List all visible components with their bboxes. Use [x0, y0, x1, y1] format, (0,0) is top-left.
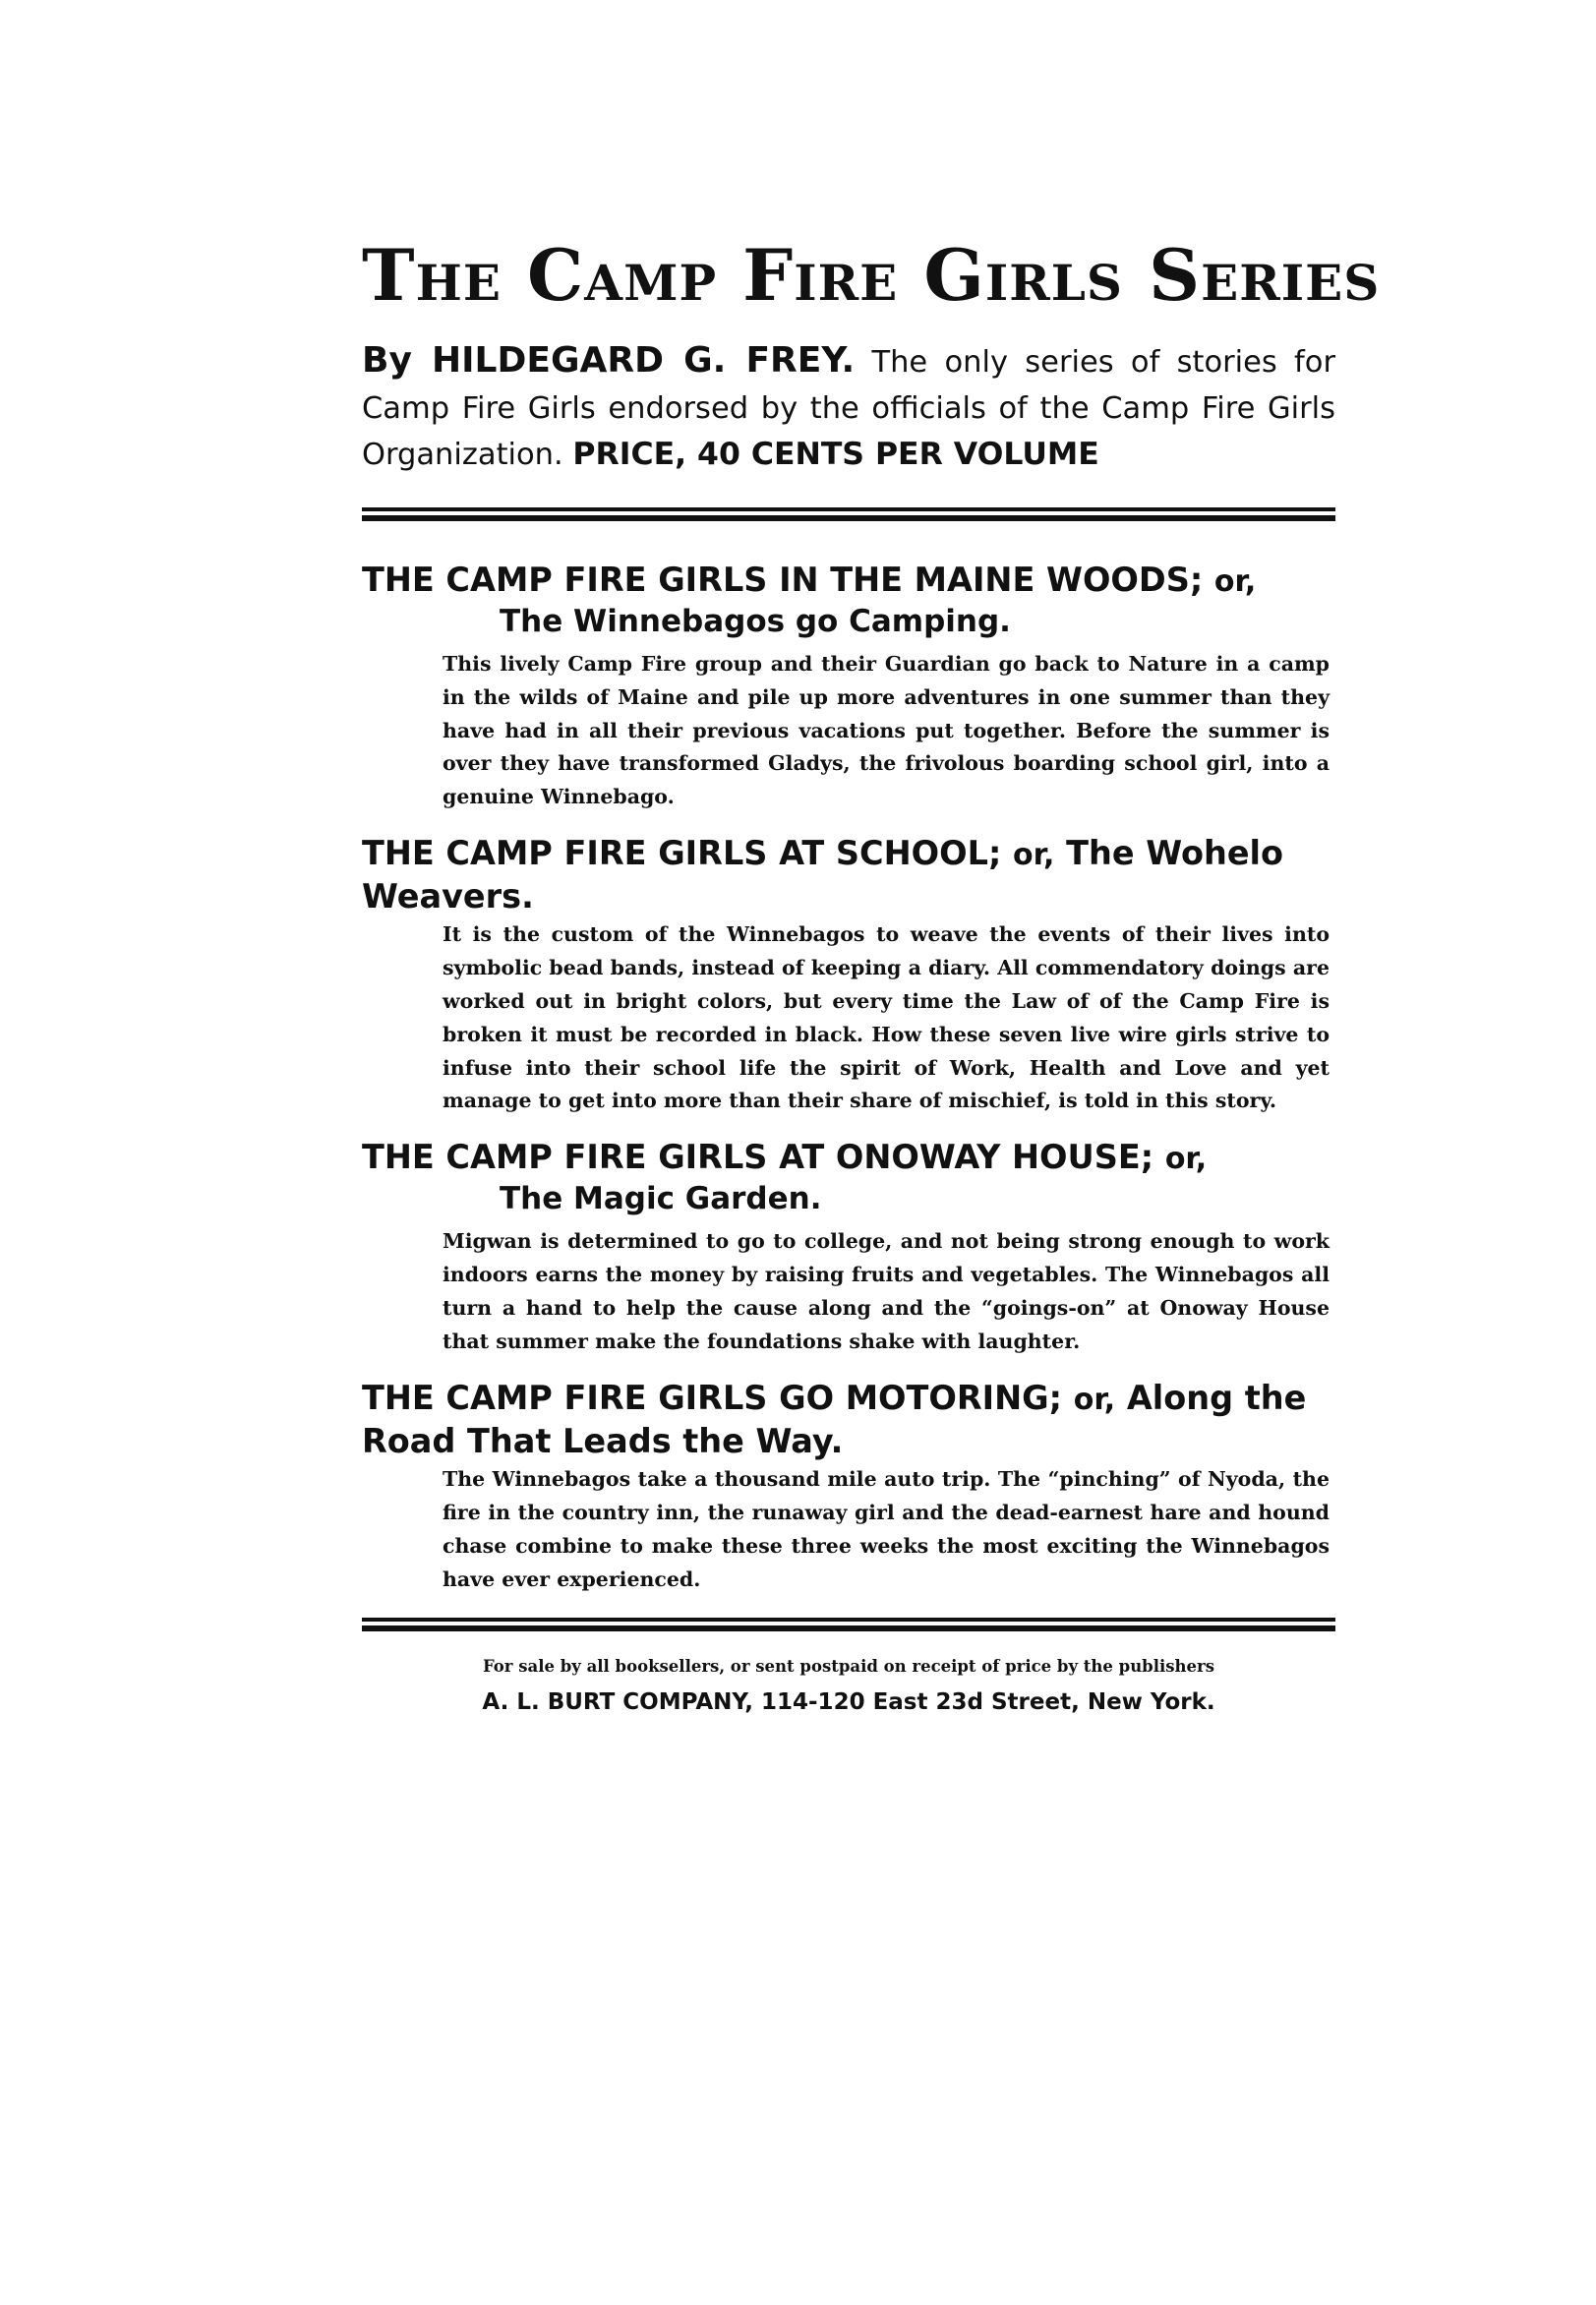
series-intro — [362, 335, 1335, 478]
series-author: By HILDEGARD G. FREY. — [362, 340, 856, 382]
series-price: PRICE, 40 CENTS PER VOLUME — [572, 436, 1099, 472]
book-title: THE CAMP FIRE GIRLS GO MOTORING; or, Along the Road That Leads the Way. — [362, 1378, 1307, 1460]
series-title: The Camp Fire Girls Series — [362, 233, 1381, 317]
book-entry-motoring — [362, 1377, 1335, 1597]
book-description: Migwan is determined to go to college, and not being strong enough to work indoors earns the money by raising fruits and vegetables. The Winnebagos all turn a hand to help the cause along and the “goings-on” at Onoway House that summer make the foundations shake with laughter. — [443, 1229, 1330, 1353]
book-subtitle: The Winnebagos go Camping. — [500, 603, 1011, 639]
top-double-rule — [362, 507, 1335, 521]
book-title: THE CAMP FIRE GIRLS AT SCHOOL; or, The Wohelo Weavers. — [362, 833, 1284, 916]
book-entry-school — [362, 832, 1335, 1118]
series-endorsement: The only series of stories for Camp Fire Girls endorsed by the officials of the Camp Fire Girls Organization. — [362, 345, 1335, 472]
book-description: This lively Camp Fire group and their Guardian go back to Nature in a camp in the wilds of Maine and pile up more adventures in one summer than they have had in all their previous vacations put together. Before the summer is over they have transformed Gladys, the frivolous boarding school girl, into a genuine Winnebago. — [443, 651, 1330, 809]
publisher-address: A. L. BURT COMPANY, 114-120 East 23d Street, New York. — [482, 1689, 1215, 1716]
book-title: THE CAMP FIRE GIRLS AT ONOWAY HOUSE; or, — [362, 1138, 1208, 1177]
book-title: THE CAMP FIRE GIRLS IN THE MAINE WOODS; or, — [362, 560, 1257, 599]
book-entry-onoway-house — [362, 1136, 1335, 1358]
advertisement-page — [362, 233, 1381, 1716]
book-subtitle: The Magic Garden. — [500, 1181, 822, 1217]
bottom-double-rule — [362, 1618, 1335, 1631]
book-description: The Winnebagos take a thousand mile auto trip. The “pinching” of Nyoda, the fire in the country inn, the runaway girl and the dead-earnest hare and hound chase combine to make these three weeks the most exciting the Winnebagos have ever experienced. — [443, 1467, 1330, 1591]
book-description: It is the custom of the Winnebagos to weave the events of their lives into symbolic bead bands, instead of keeping a diary. All commendatory doings are worked out in bright colors, but every time the Law of of the Camp Fire is broken it must be recorded in black. How these seven live wire girls strive to infuse into their school life the spirit of Work, Health and Love and yet manage to get into more than their share of mischief, is told in this story. — [443, 922, 1330, 1113]
sale-note: For sale by all booksellers, or sent postpaid on receipt of price by the publishers — [482, 1657, 1215, 1677]
book-entry-maine-woods — [362, 559, 1335, 814]
